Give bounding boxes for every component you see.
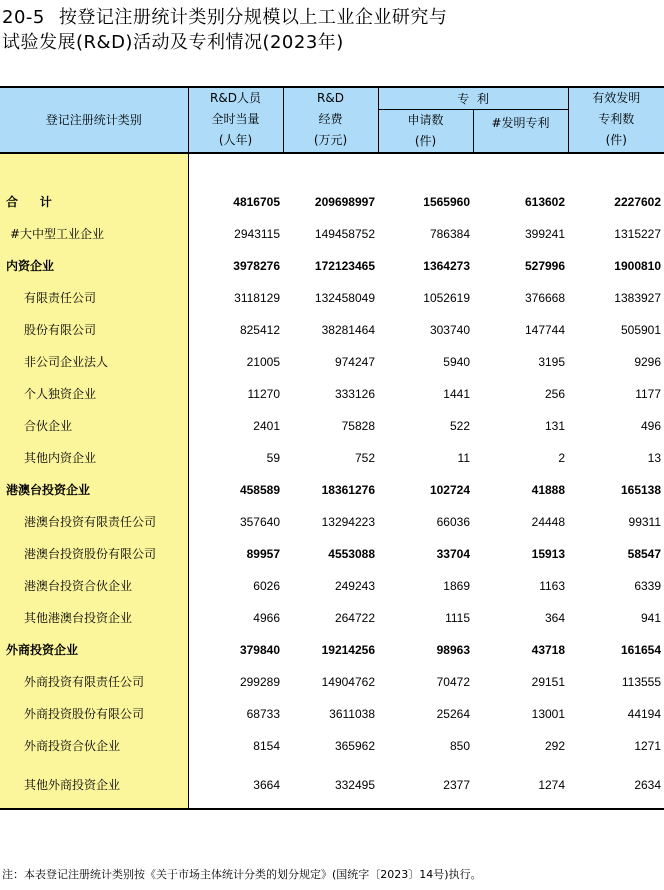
cell-patent-applications: 11 (457, 450, 470, 465)
table-row (0, 602, 664, 634)
cell-valid-invention-patents: 496 (640, 418, 662, 433)
cell-patent-applications: 70472 (436, 674, 470, 689)
cell-patent-applications: 5940 (443, 354, 470, 369)
row-category (0, 538, 188, 570)
row-category (0, 730, 188, 762)
cell-valid-invention-patents: 9296 (634, 354, 662, 369)
header-rd-personnel-unit: (人年) (218, 133, 253, 148)
cell-rd-personnel: 68733 (246, 706, 280, 721)
cell-patent-applications: 102724 (429, 482, 470, 497)
row-category (0, 570, 188, 602)
cell-rd-personnel: 299289 (239, 674, 280, 689)
cell-invention-patents: 147744 (524, 322, 566, 337)
row-category (0, 186, 188, 218)
header-valid-invention-unit: (件) (605, 133, 627, 148)
cell-invention-patents: 15913 (531, 546, 566, 561)
cell-invention-patents: 364 (544, 610, 566, 625)
cell-rd-personnel: 3664 (188, 762, 283, 809)
cell-rd-expenditure: 38281464 (321, 322, 375, 337)
cell-invention-patents: 399241 (524, 226, 566, 241)
cell-invention-patents: 2 (558, 450, 566, 465)
cell-rd-personnel: 11270 (247, 386, 280, 401)
table-row (0, 346, 664, 378)
row-category (0, 282, 188, 314)
table-row (0, 730, 664, 762)
cell-patent-applications: 1364273 (423, 258, 470, 273)
row-category (0, 442, 188, 474)
header-rd-expenditure-line1: R&D (317, 91, 344, 106)
cell-patent-applications: 786384 (429, 226, 470, 241)
cell-patent-applications: 1869 (443, 578, 470, 593)
header-rd-personnel (188, 87, 283, 153)
table-row (0, 698, 664, 730)
cell-rd-expenditure: 365962 (334, 738, 375, 753)
header-valid-invention (568, 87, 664, 153)
row-category-label: 港澳台投资股份有限公司 (24, 547, 157, 561)
cell-invention-patents: 13001 (531, 706, 566, 721)
cell-patent-applications: 522 (449, 418, 470, 433)
row-category-label: 股份有限公司 (24, 323, 97, 337)
table-row (0, 570, 664, 602)
cell-rd-personnel: 21005 (246, 354, 280, 369)
row-category (0, 602, 188, 634)
row-category-label: 内资企业 (6, 259, 55, 273)
title-line-2: 试验发展(R&D)活动及专利情况(2023年) (2, 32, 344, 53)
cell-invention-patents: 43718 (531, 642, 566, 657)
row-category (0, 506, 188, 538)
row-category (0, 698, 188, 730)
cell-invention-patents: 256 (544, 386, 566, 401)
cell-valid-invention-patents: 44194 (627, 706, 662, 721)
cell-rd-expenditure: 14904762 (321, 674, 375, 689)
cell-valid-invention-patents: 1315227 (614, 226, 662, 241)
cell-valid-invention-patents: 1900810 (614, 258, 662, 273)
cell-rd-expenditure: 332495 (283, 762, 378, 809)
row-category (0, 314, 188, 346)
cell-rd-personnel: 8154 (253, 738, 280, 753)
spacer-row (0, 153, 664, 186)
cell-invention-patents: 376668 (524, 290, 566, 305)
table-row (0, 410, 664, 442)
header-patent-applications-line1: 申请数 (407, 112, 444, 127)
cell-invention-patents: 29151 (531, 674, 566, 689)
cell-invention-patents: 1163 (539, 578, 566, 593)
row-category-label: 港澳台投资有限责任公司 (24, 515, 157, 529)
table-row (0, 314, 664, 346)
row-category-label: 合伙企业 (24, 419, 73, 433)
table-row (0, 762, 664, 809)
title-line-1 (2, 5, 447, 30)
cell-patent-applications: 66036 (436, 514, 470, 529)
cell-rd-expenditure: 4553088 (328, 546, 375, 561)
cell-valid-invention-patents: 113555 (621, 674, 662, 689)
table-row (0, 538, 664, 570)
cell-rd-expenditure: 3611038 (329, 706, 375, 721)
table-row (0, 442, 664, 474)
cell-patent-applications: 1441 (443, 386, 470, 401)
header-rd-personnel-line2: 全时当量 (211, 112, 260, 127)
cell-valid-invention-patents: 941 (640, 610, 662, 625)
data-table (0, 86, 664, 810)
header-rd-expenditure (283, 87, 378, 153)
cell-invention-patents: 613602 (524, 194, 566, 209)
cell-rd-expenditure: 132458049 (314, 290, 375, 305)
row-category-label: 其他内资企业 (24, 451, 97, 465)
header-rd-expenditure-line2: 经费 (318, 112, 343, 127)
cell-rd-personnel: 379840 (239, 642, 280, 657)
table-header (0, 87, 664, 153)
cell-rd-expenditure: 172123465 (314, 258, 375, 273)
table-row (0, 186, 664, 218)
row-category-label: 合 计 (6, 195, 53, 209)
header-category: 登记注册统计类别 (0, 87, 188, 153)
cell-valid-invention-patents: 6339 (634, 578, 662, 593)
cell-rd-personnel: 3118129 (234, 290, 280, 305)
cell-valid-invention-patents: 165138 (620, 482, 662, 497)
header-valid-invention-line1: 有效发明 (592, 91, 641, 106)
cell-rd-personnel: 59 (266, 450, 280, 465)
cell-patent-applications: 1052619 (423, 290, 470, 305)
cell-patent-applications: 1565960 (423, 194, 470, 209)
row-category (0, 218, 188, 250)
cell-valid-invention-patents: 1383927 (614, 290, 662, 305)
row-category-label: 个人独资企业 (24, 387, 97, 401)
cell-rd-personnel: 3978276 (233, 258, 280, 273)
cell-rd-expenditure: 19214256 (321, 642, 375, 657)
cell-invention-patents: 41888 (531, 482, 566, 497)
cell-valid-invention-patents: 1271 (634, 738, 662, 753)
footnote: 注：本表登记注册统计类别按《关于市场主体统计分类的划分规定》(国统字〔2023〕14号)执行。 (2, 868, 482, 881)
table-body (0, 153, 664, 809)
cell-patent-applications: 33704 (436, 546, 470, 561)
table-row (0, 506, 664, 538)
cell-rd-expenditure: 209698997 (314, 194, 375, 209)
header-patent-applications (378, 109, 473, 153)
cell-rd-expenditure: 264722 (334, 610, 375, 625)
table-row (0, 634, 664, 666)
row-category-label: 港澳台投资合伙企业 (24, 579, 133, 593)
cell-rd-personnel: 6026 (253, 578, 280, 593)
row-category-label: 外商投资有限责任公司 (24, 675, 145, 689)
cell-rd-expenditure: 974247 (334, 354, 375, 369)
table-row (0, 250, 664, 282)
cell-rd-personnel: 89957 (246, 546, 280, 561)
cell-rd-personnel: 2943115 (234, 226, 280, 241)
cell-rd-expenditure: 149458752 (314, 226, 375, 241)
cell-valid-invention-patents: 13 (647, 450, 662, 465)
row-category (0, 378, 188, 410)
row-category (0, 346, 188, 378)
table-row (0, 666, 664, 698)
table-row (0, 474, 664, 506)
cell-rd-personnel: 4816705 (233, 194, 280, 209)
cell-invention-patents: 3195 (538, 354, 566, 369)
header-rd-expenditure-unit: (万元) (313, 133, 348, 148)
cell-valid-invention-patents: 161654 (620, 642, 662, 657)
cell-invention-patents: 1274 (473, 762, 568, 809)
cell-rd-personnel: 4966 (253, 610, 280, 625)
row-category-label: 外商投资企业 (6, 643, 79, 657)
cell-rd-personnel: 2401 (253, 418, 280, 433)
row-category-label: 外商投资合伙企业 (24, 739, 121, 753)
row-category (0, 250, 188, 282)
cell-invention-patents: 292 (544, 738, 566, 753)
table-number: 20-5 (2, 7, 45, 28)
row-category (0, 666, 188, 698)
cell-patent-applications: 850 (449, 738, 470, 753)
row-category-label: 非公司企业法人 (24, 355, 109, 369)
row-category-label: 其他港澳台投资企业 (24, 611, 133, 625)
cell-rd-personnel: 357640 (239, 514, 280, 529)
cell-patent-applications: 25264 (436, 706, 470, 721)
cell-rd-expenditure: 13294223 (321, 514, 375, 529)
header-rd-personnel-line1: R&D人员 (210, 91, 261, 106)
cell-invention-patents: 24448 (531, 514, 566, 529)
cell-rd-expenditure: 752 (354, 450, 375, 465)
cell-valid-invention-patents: 58547 (627, 546, 662, 561)
table-row (0, 282, 664, 314)
cell-rd-expenditure: 333126 (334, 386, 375, 401)
cell-rd-personnel: 825412 (239, 322, 280, 337)
cell-rd-expenditure: 75828 (341, 418, 375, 433)
row-category-label: 其他外商投资企业 (24, 778, 121, 792)
row-category (0, 474, 188, 506)
cell-valid-invention-patents: 1177 (635, 386, 662, 401)
row-category-label: #大中型工业企业 (10, 227, 105, 241)
cell-patent-applications: 303740 (429, 322, 470, 337)
title-text-1: 按登记注册统计类别分规模以上工业企业研究与 (58, 7, 448, 28)
cell-rd-expenditure: 18361276 (321, 482, 375, 497)
row-category-label: 有限责任公司 (24, 291, 97, 305)
header-patent-applications-unit: (件) (414, 133, 437, 148)
cell-patent-applications: 2377 (378, 762, 473, 809)
cell-valid-invention-patents: 99311 (628, 514, 662, 529)
cell-patent-applications: 1115 (445, 610, 470, 625)
cell-patent-applications: 98963 (436, 642, 470, 657)
cell-invention-patents: 527996 (524, 258, 566, 273)
header-valid-invention-line2: 专利数 (598, 112, 635, 127)
cell-valid-invention-patents: 2634 (568, 762, 664, 809)
header-invention-patents: #发明专利 (473, 109, 568, 153)
cell-rd-expenditure: 249243 (334, 578, 375, 593)
cell-valid-invention-patents: 505901 (620, 322, 662, 337)
spacer-cell (0, 153, 188, 186)
row-category (0, 762, 188, 809)
cell-invention-patents: 131 (544, 418, 566, 433)
header-patent-group: 专 利 (378, 87, 568, 109)
table-row (0, 218, 664, 250)
row-category-label: 外商投资股份有限公司 (24, 707, 145, 721)
row-category-label: 港澳台投资企业 (6, 483, 91, 497)
page-title (2, 5, 447, 55)
row-category (0, 410, 188, 442)
cell-rd-personnel: 458589 (239, 482, 280, 497)
row-category (0, 634, 188, 666)
table-row (0, 378, 664, 410)
cell-valid-invention-patents: 2227602 (614, 194, 662, 209)
